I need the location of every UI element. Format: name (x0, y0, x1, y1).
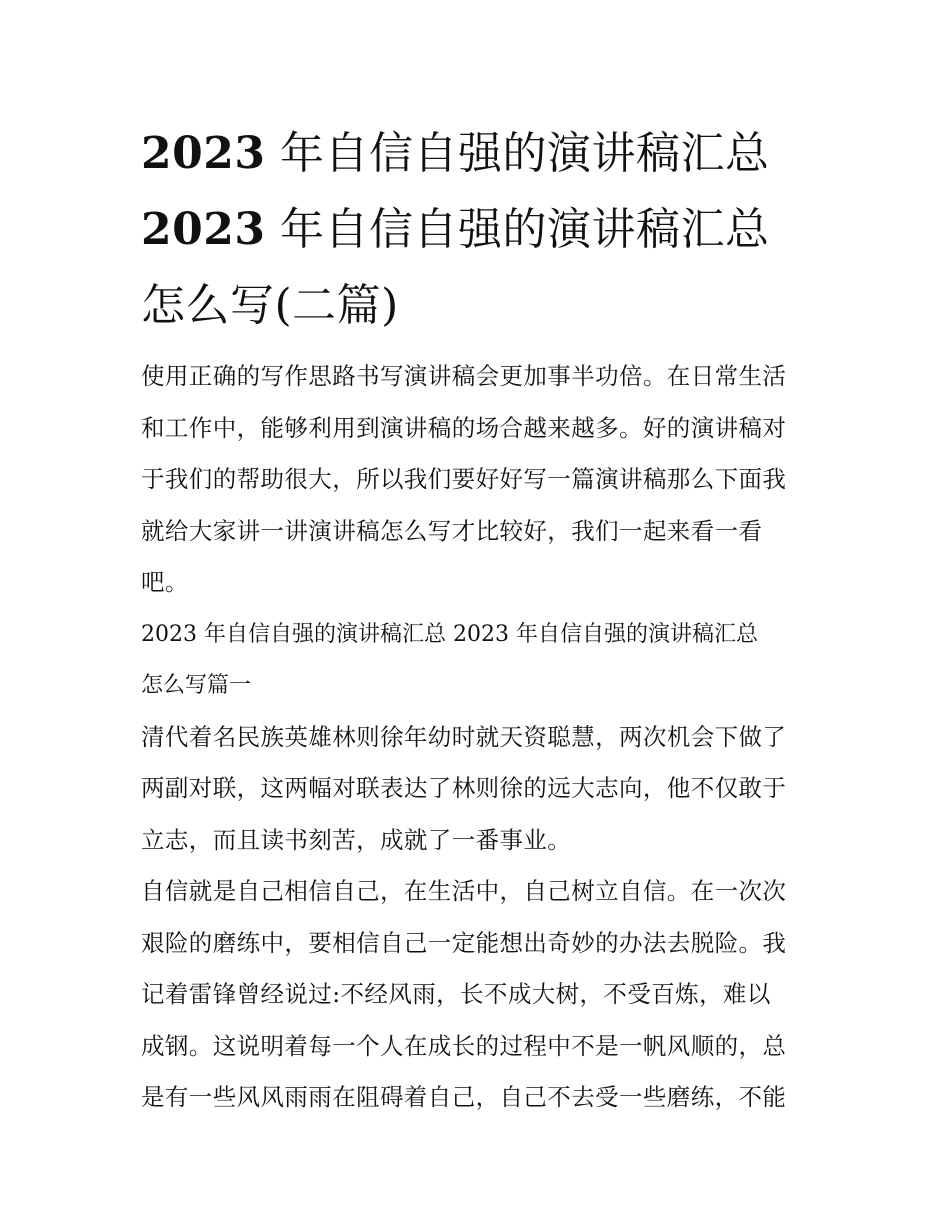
document-page (141, 116, 813, 1124)
text-line: 两副对联，这两幅对联表达了林则徐的远大志向，他不仅敢于 (141, 774, 787, 802)
text-line: 艰险的磨练中，要相信自己一定能想出奇妙的办法去脱险。我 (141, 928, 787, 957)
text-line: 是有一些风风雨雨在阻碍着自己，自己不去受一些磨练，不能 (141, 1083, 787, 1111)
text-line: 成钢。这说明着每一个人在成长的过程中不是一帆风顺的，总 (141, 1031, 787, 1060)
title-line: 2023 年自信自强的演讲稿汇总 (141, 204, 770, 255)
text-line: 吧。 (141, 568, 189, 596)
intro-paragraph (141, 351, 813, 609)
text-line: 立志，而且读书刻苦，成就了一番事业。 (141, 825, 572, 854)
text-line: 怎么写篇一 (141, 673, 252, 698)
body-paragraph-2 (141, 866, 813, 1124)
body-paragraph-1 (141, 712, 813, 867)
document-title (141, 116, 813, 344)
text-line: 2023 年自信自强的演讲稿汇总 2023 年自信自强的演讲稿汇总 (141, 621, 758, 647)
text-line: 于我们的帮助很大，所以我们要好好写一篇演讲稿那么下面我 (141, 465, 787, 493)
text-line: 记着雷锋曾经说过:不经风雨，长不成大树，不受百炼，难以 (141, 980, 771, 1008)
text-line: 就给大家讲一讲演讲稿怎么写才比较好，我们一起来看一看 (141, 516, 763, 545)
text-line: 自信就是自己相信自己，在生活中，自己树立自信。在一次次 (141, 877, 787, 905)
title-line: 怎么写(二篇) (141, 280, 399, 331)
text-line: 和工作中，能够利用到演讲稿的场合越来越多。好的演讲稿对 (141, 413, 787, 442)
text-line: 使用正确的写作思路书写演讲稿会更加事半功倍。在日常生活 (141, 362, 787, 390)
section-heading (141, 609, 813, 712)
title-line: 2023 年自信自强的演讲稿汇总 (141, 128, 770, 179)
text-line: 清代着名民族英雄林则徐年幼时就天资聪慧，两次机会下做了 (141, 722, 787, 751)
